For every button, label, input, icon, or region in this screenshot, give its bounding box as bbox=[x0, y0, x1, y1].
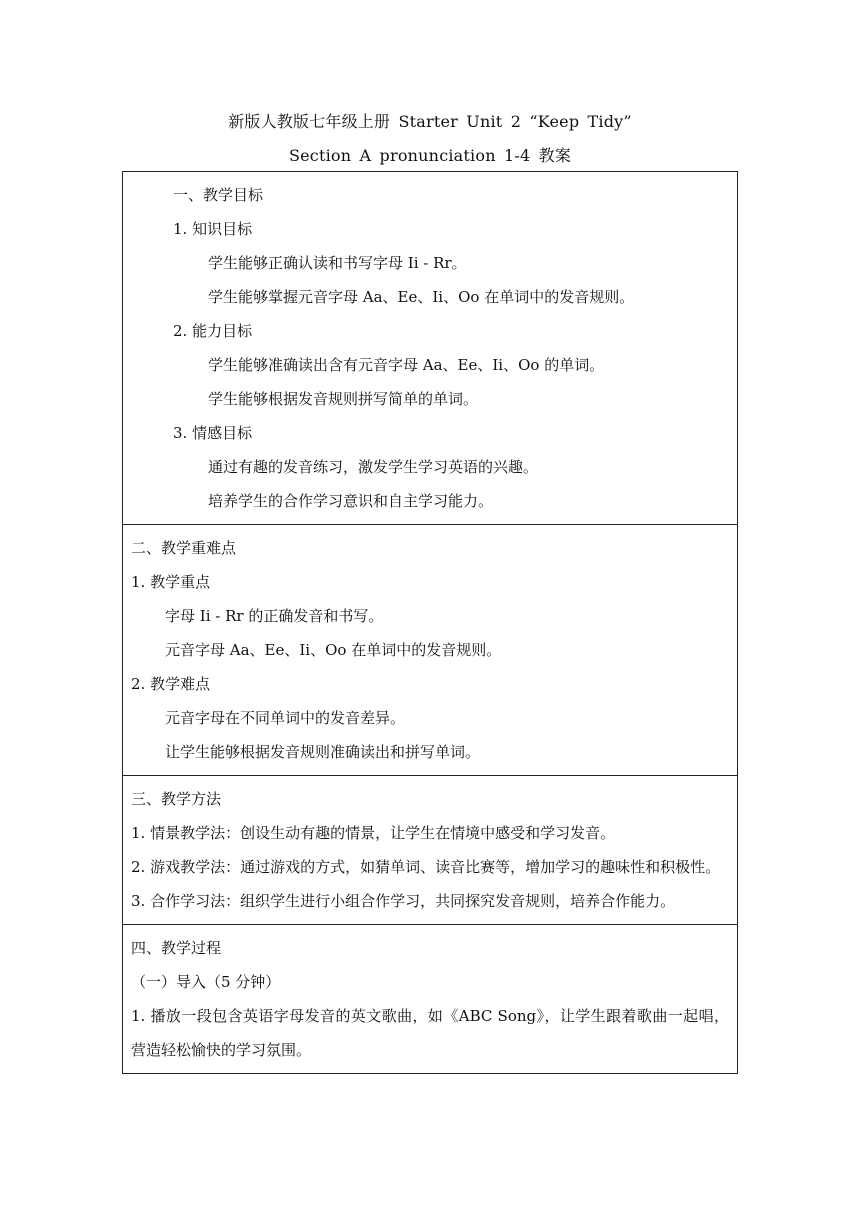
document-subtitle: Section A pronunciation 1-4 教案 bbox=[288, 146, 572, 165]
process-row bbox=[123, 925, 738, 1074]
section-heading-methods: 三、教学方法 bbox=[131, 790, 222, 808]
subheading-emotion: 3. 情感目标 bbox=[173, 424, 253, 442]
difficulty-item: 元音字母在不同单词中的发音差异。 bbox=[165, 709, 406, 727]
objectives-row bbox=[123, 172, 738, 525]
methods-cell bbox=[123, 776, 738, 925]
lesson-plan-table bbox=[122, 171, 738, 1074]
process-cell bbox=[123, 925, 738, 1074]
methods-row bbox=[123, 776, 738, 925]
objective-item: 学生能够准确读出含有元音字母 Aa、Ee、Ii、Oo 的单词。 bbox=[208, 356, 605, 374]
method-item: 2. 游戏教学法：通过游戏的方式，如猜单词、读音比赛等，增加学习的趣味性和积极性。 bbox=[131, 858, 721, 876]
objective-item: 通过有趣的发音练习，激发学生学习英语的兴趣。 bbox=[208, 458, 539, 476]
subheading-knowledge: 1. 知识目标 bbox=[173, 220, 253, 238]
objective-item: 学生能够掌握元音字母 Aa、Ee、Ii、Oo 在单词中的发音规则。 bbox=[208, 288, 635, 306]
key-point-item: 字母 Ii - Rr 的正确发音和书写。 bbox=[165, 607, 384, 625]
subheading-ability: 2. 能力目标 bbox=[173, 322, 253, 340]
subheading-focus: 1. 教学重点 bbox=[131, 573, 211, 591]
process-item: 1. 播放一段包含英语字母发音的英文歌曲，如《ABC Song》，让学生跟着歌曲一起唱，营造轻松愉快的学习氛围。 bbox=[131, 1007, 729, 1059]
section-heading-process: 四、教学过程 bbox=[131, 939, 222, 957]
subheading-intro: （一）导入（5 分钟） bbox=[131, 973, 281, 991]
method-item: 3. 合作学习法：组织学生进行小组合作学习，共同探究发音规则，培养合作能力。 bbox=[131, 892, 676, 910]
objectives-cell bbox=[123, 172, 738, 525]
section-heading-key-points: 二、教学重难点 bbox=[131, 539, 237, 557]
method-item: 1. 情景教学法：创设生动有趣的情景，让学生在情境中感受和学习发音。 bbox=[131, 824, 616, 842]
key-points-row bbox=[123, 525, 738, 776]
objective-item: 培养学生的合作学习意识和自主学习能力。 bbox=[208, 492, 494, 510]
objective-item: 学生能够根据发音规则拼写简单的单词。 bbox=[208, 390, 479, 408]
section-heading-objectives: 一、教学目标 bbox=[173, 186, 264, 204]
subheading-difficulty: 2. 教学难点 bbox=[131, 675, 211, 693]
key-point-item: 元音字母 Aa、Ee、Ii、Oo 在单词中的发音规则。 bbox=[165, 641, 502, 659]
document-title: 新版人教版七年级上册 Starter Unit 2 “Keep Tidy” bbox=[228, 112, 632, 131]
difficulty-item: 让学生能够根据发音规则准确读出和拼写单词。 bbox=[165, 743, 481, 761]
key-points-cell bbox=[123, 525, 738, 776]
objective-item: 学生能够正确认读和书写字母 Ii - Rr。 bbox=[208, 254, 467, 272]
